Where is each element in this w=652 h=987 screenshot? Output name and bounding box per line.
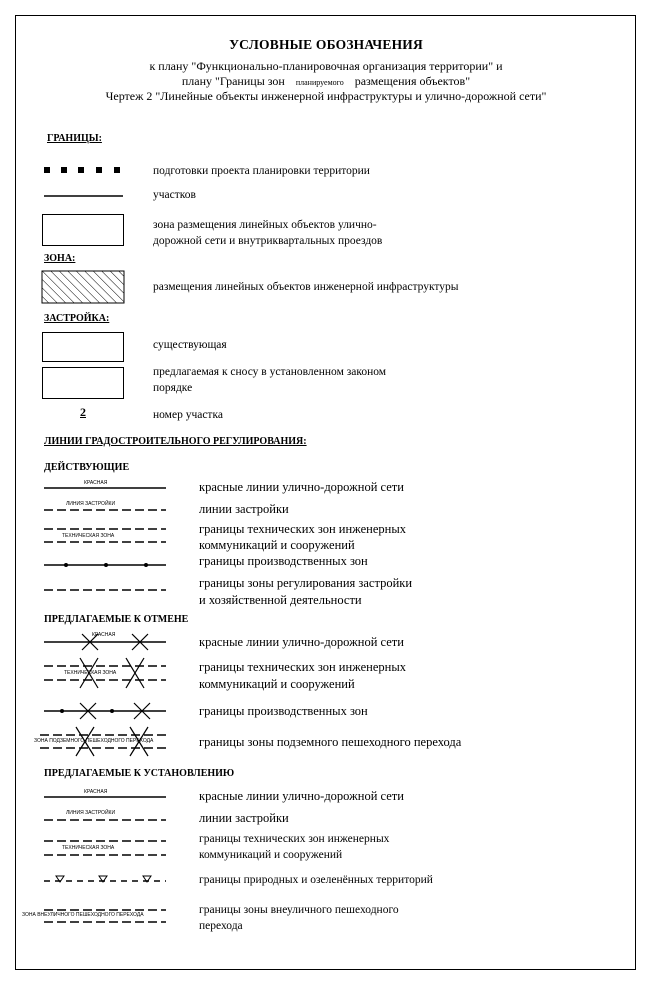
- sym-building-label: ЛИНИЯ ЗАСТРОЙКИ: [66, 501, 116, 507]
- plot-number-label: номер участка: [153, 409, 223, 421]
- sym-red-label: КРАСНАЯ: [84, 480, 108, 486]
- set-tech-label-2: коммуникаций и сооружений: [199, 849, 343, 861]
- set-sym-red-label: КРАСНАЯ: [84, 789, 108, 795]
- hatched-zone-symbol: [42, 271, 124, 303]
- set-tech-label-1: границы технических зон инженерных: [199, 833, 390, 845]
- subtitle-part-b: размещения объектов": [354, 74, 471, 88]
- set-pedestrian-label-1: границы зоны внеуличного пешеходного: [199, 904, 399, 916]
- cancel-sym-red-label: КРАСНАЯ: [92, 632, 116, 638]
- street-zone-label-1: зона размещения линейных объектов улично-: [153, 219, 377, 231]
- section-zona: ЗОНА:: [44, 253, 76, 264]
- set-pedestrian-label-2: перехода: [199, 920, 243, 932]
- plot-boundary-label: участков: [153, 189, 196, 201]
- demolish-label-1: предлагаемая к сносу в установленном законом: [153, 366, 387, 378]
- section-cancel: ПРЕДЛАГАЕМЫЕ К ОТМЕНЕ: [44, 614, 189, 625]
- cancel-sym-tech-label: ТЕХНИЧЕСКАЯ ЗОНА: [64, 670, 117, 676]
- existing-building-label: существующая: [153, 339, 227, 351]
- section-set: ПРЕДЛАГАЕМЫЕ К УСТАНОВЛЕНИЮ: [44, 768, 235, 779]
- active-tech-label-2: коммуникаций и сооружений: [199, 538, 355, 552]
- set-sym-ped-label: ЗОНА ВНЕУЛИЧНОГО ПЕШЕХОДНОГО ПЕРЕХОДА: [22, 912, 144, 918]
- subtitle-line-1: к плану "Функционально-планировочная организация территории" и: [149, 59, 503, 73]
- active-regulation-label-1: границы зоны регулирования застройки: [199, 576, 413, 590]
- existing-building-box-symbol: [42, 332, 124, 362]
- legend-title: УСЛОВНЫЕ ОБОЗНАЧЕНИЯ: [229, 37, 423, 52]
- set-sym-building-label: ЛИНИЯ ЗАСТРОЙКИ: [66, 810, 116, 816]
- active-tech-label-1: границы технических зон инженерных: [199, 522, 406, 536]
- section-granitsy: ГРАНИЦЫ:: [47, 133, 102, 144]
- planning-boundary-label: подготовки проекта планировки территории: [153, 165, 370, 177]
- active-production-label: границы производственных зон: [199, 554, 368, 568]
- set-sym-tech-label: ТЕХНИЧЕСКАЯ ЗОНА: [62, 845, 115, 851]
- cancel-tech-label-1: границы технических зон инженерных: [199, 660, 406, 674]
- cancel-underground-label: границы зоны подземного пешеходного перехода: [199, 735, 462, 749]
- production-zone-symbol: [44, 563, 166, 567]
- plot-number-symbol: 2: [80, 405, 86, 419]
- subtitle-part-a: плану "Границы зон: [181, 74, 285, 88]
- set-building-lines-label: линии застройки: [199, 811, 289, 825]
- demolish-label-2: порядке: [153, 382, 193, 394]
- demolish-building-box-symbol: [42, 367, 124, 399]
- cancel-production-symbol: [44, 703, 166, 719]
- set-nature-label: границы природных и озеленённых территорий: [199, 874, 433, 886]
- section-regulation: ЛИНИИ ГРАДОСТРОИТЕЛЬНОГО РЕГУЛИРОВАНИЯ:: [44, 436, 307, 447]
- street-zone-label-2: дорожной сети и внутриквартальных проездов: [153, 235, 383, 247]
- cancel-production-label: границы производственных зон: [199, 704, 368, 718]
- cancel-sym-underground-label: ЗОНА ПОДЗЕМНОГО ПЕШЕХОДНОГО ПЕРЕХОДА: [34, 738, 154, 744]
- subtitle-line-3: Чертеж 2 "Линейные объекты инженерной инфраструктуры и улично-дорожной сети": [105, 89, 547, 103]
- active-red-lines-label: красные линии улично-дорожной сети: [199, 480, 404, 494]
- cancel-tech-label-2: коммуникаций и сооружений: [199, 677, 355, 691]
- section-active: ДЕЙСТВУЮЩИЕ: [44, 462, 130, 473]
- street-zone-box-symbol: [42, 214, 124, 246]
- nature-zone-symbol: [44, 876, 166, 882]
- active-regulation-label-2: и хозяйственной деятельности: [199, 593, 362, 607]
- subtitle-small: планируемого: [295, 78, 344, 87]
- sym-tech-label: ТЕХНИЧЕСКАЯ ЗОНА: [62, 533, 115, 539]
- active-building-lines-label: линии застройки: [199, 502, 289, 516]
- set-red-lines-label: красные линии улично-дорожной сети: [199, 789, 404, 803]
- planning-boundary-symbol: [44, 167, 120, 173]
- section-zastroyka: ЗАСТРОЙКА:: [44, 313, 110, 324]
- engineering-zone-label: размещения линейных объектов инженерной инфраструктуры: [153, 281, 459, 293]
- cancel-red-lines-label: красные линии улично-дорожной сети: [199, 635, 404, 649]
